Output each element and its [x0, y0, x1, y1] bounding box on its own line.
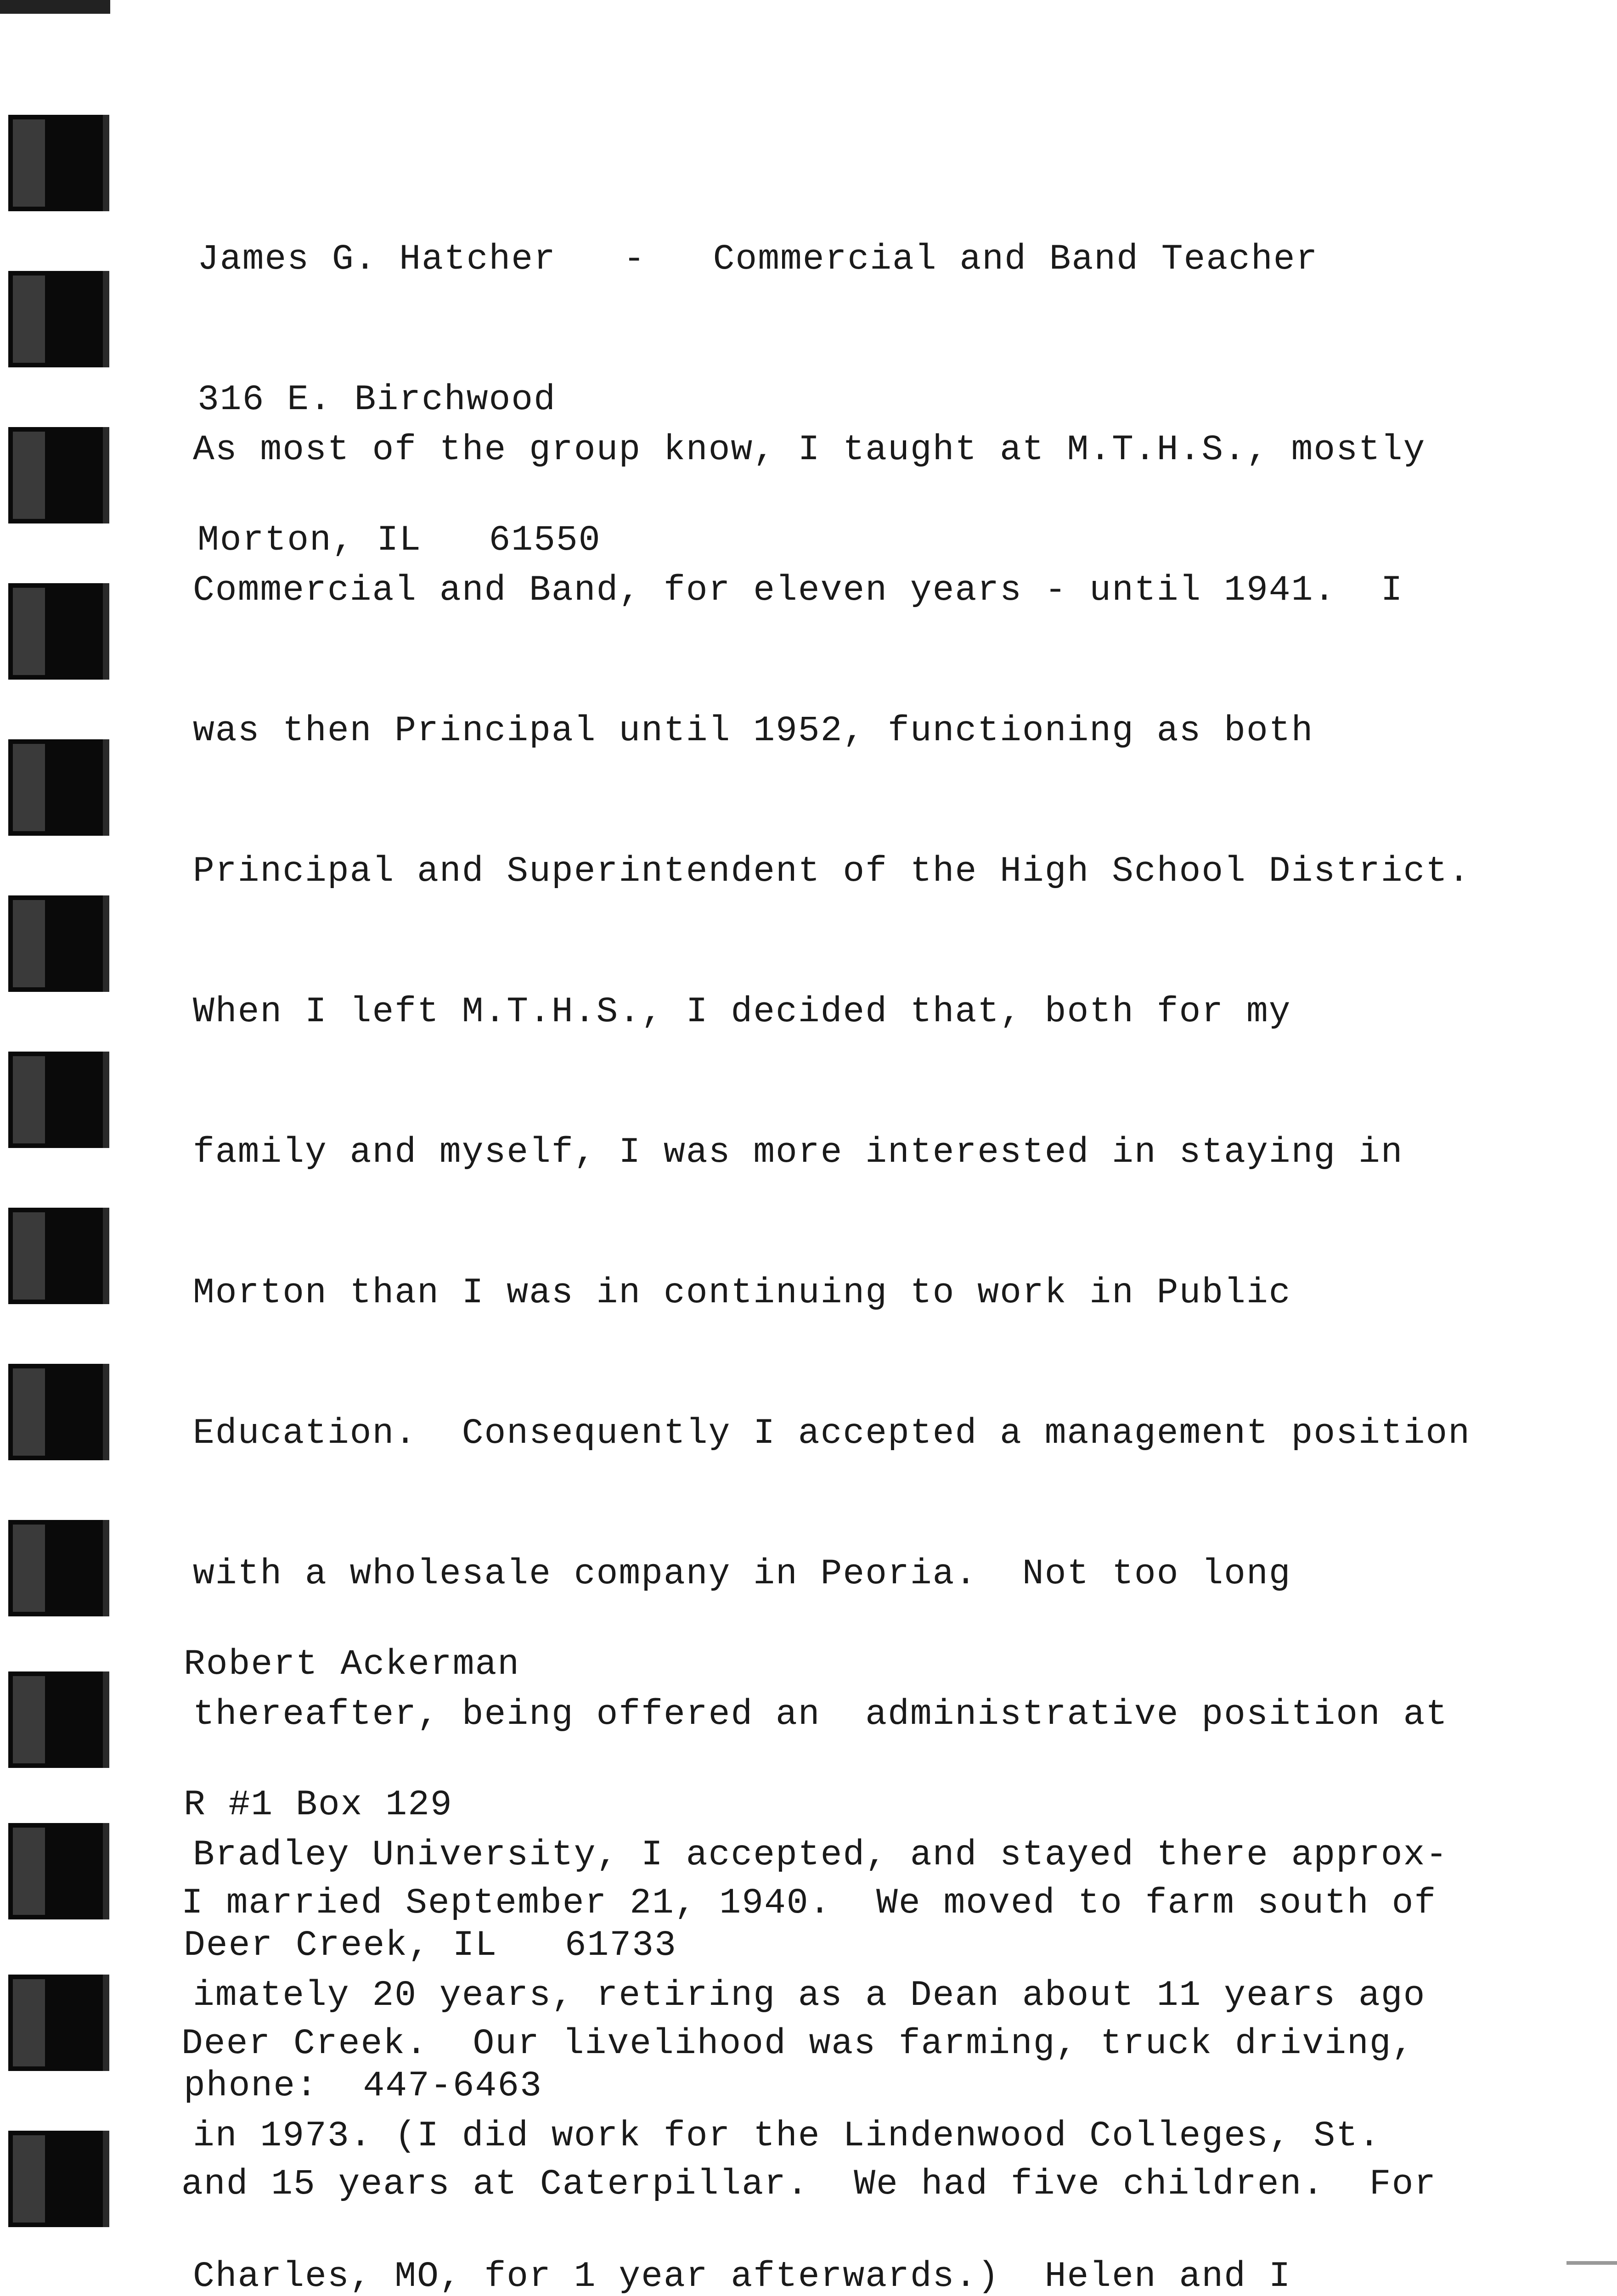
binding-hole [8, 2131, 109, 2227]
binding-hole [8, 1671, 109, 1768]
entry1-body-line: thereafter, being offered an administrative position at [193, 1694, 1448, 1735]
binding-hole [8, 427, 109, 523]
entry1-body-line: Commercial and Band, for eleven years - until 1941. I [193, 570, 1403, 611]
entry1-body-line: family and myself, I was more interested in staying in [193, 1132, 1403, 1173]
entry1-body-line: was then Principal until 1952, functioning as both [193, 711, 1314, 751]
entry2-route-line: R #1 Box 129 [184, 1785, 453, 1825]
entry1-body-line: Education. Consequently I accepted a management position [193, 1413, 1471, 1454]
entry2-body-line: I married September 21, 1940. We moved to farm south of [181, 1883, 1437, 1924]
entry1-body-line: Charles, MO, for 1 year afterwards.) Helen and I [193, 2257, 1291, 2296]
binding-hole [8, 271, 109, 367]
binding-hole [8, 1208, 109, 1304]
binding-hole [8, 1975, 109, 2071]
entry2-phone-line: phone: 447-6463 [184, 2066, 542, 2106]
binding-hole [8, 115, 109, 211]
binding-hole [8, 1052, 109, 1148]
entry1-body-line: Morton than I was in continuing to work in Public [193, 1273, 1291, 1313]
entry1-body-line: with a wholesale company in Peoria. Not too long [193, 1554, 1291, 1594]
scan-edge-mark [1566, 2261, 1617, 2265]
entry2-city-line: Deer Creek, IL 61733 [184, 1925, 677, 1966]
binding-holes [0, 0, 119, 2296]
binding-hole [8, 739, 109, 836]
entry2-name-line: Robert Ackerman [184, 1644, 520, 1685]
binding-hole [8, 895, 109, 992]
entry2-body-line: and 15 years at Caterpillar. We had five children. For [181, 2164, 1437, 2205]
entry1-body-line: imately 20 years, retiring as a Dean about 11 years ago [193, 1975, 1426, 2016]
entry1-body-line: Principal and Superintendent of the High School District. [193, 851, 1471, 892]
binding-hole [8, 583, 109, 680]
entry1-body-line: Bradley University, I accepted, and stayed there approx- [193, 1835, 1448, 1875]
binding-hole [8, 1823, 109, 1919]
entry1-city-line: Morton, IL 61550 [197, 520, 601, 561]
entry1-body-line: As most of the group know, I taught at M.T.H.S., mostly [193, 430, 1426, 470]
entry2-body-line: Deer Creek. Our livelihood was farming, truck driving, [181, 2024, 1414, 2064]
entry1-street-line: 316 E. Birchwood [197, 380, 556, 420]
binding-hole [8, 1364, 109, 1460]
entry1-body-line: When I left M.T.H.S., I decided that, both for my [193, 992, 1291, 1032]
entry2-body [181, 1786, 1504, 2296]
binding-hole [8, 1520, 109, 1616]
entry1-body-line: in 1973. (I did work for the Lindenwood Colleges, St. [193, 2116, 1381, 2156]
entry1-name-line: James G. Hatcher - Commercial and Band Teacher [197, 239, 1318, 280]
